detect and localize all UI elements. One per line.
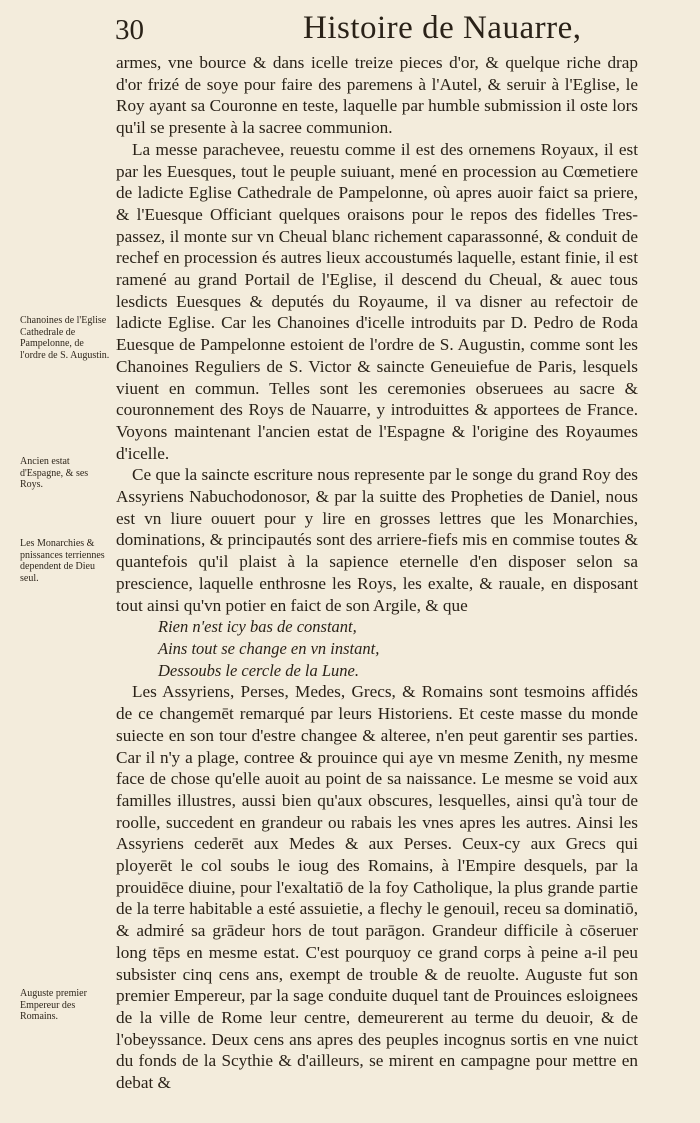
paragraph: Ce que la saincte escriture nous represente par le songe du grand Roy des Assyriens Nabuchodonosor, & par la suitte des Propheties de Daniel, nous est vn liure ouuert pour y lire en grosses lettres que les Monarchies, dominations, & principautés sont des arriere-fiefs mis en commise toutes & quantefois qu'il plaist à la sapience eternelle d'en disposer selon sa prescience, laquelle enthrosne les Roys, les exalte, & rauale, en disposant tout ainsi qu'vn potier en faict de son Argile, & que (116, 465, 638, 615)
paragraph: La messe parachevee, reuestu comme il est des ornemens Royaux, il est par les Euesques, tout le peuple suiuant, mené en procession au Cœmetiere de ladicte Eglise Cathedrale de Pampelonne, où apres auoir faict sa priere, & l'Euesque Officiant quelques oraisons pour le repos des fidelles Tres-passez, il monte sur vn Cheual blanc richement caparassonné, & conduit de rechef en procession és autres lieux accoustumés laquelle, estant finie, il est ramené au grand Portail de l'Eglise, il descend du Cheual, & auec tous lesdicts Euesques & deputés du Royaume, il va disner au refectoir de ladicte Eglise. Car les Chanoines d'icelle introduits par D. Pedro de Roda Euesque de Pampelonne estoient de l'ordre de S. Augustin, comme sont les Chanoines Reguliers de S. Victor & saincte Geneuiefue de Paris, lesquels viuent en commun. Telles sont les ceremonies obseruees au sacre & couronnement des Roys de Nauarre, y introduittes & apportees de France. Voyons maintenant l'ancien estat de l'Espagne & l'origine des Royaumes d'icelle. (116, 139, 638, 463)
margin-note: Auguste premier Empereur des Romains. (20, 988, 87, 1022)
verse-line: Dessoubs le cercle de la Lune. (158, 660, 360, 680)
paragraph: armes, vne bource & dans icelle treize pieces d'or, & quelque riche drap d'or frizé de soye pour faire des paremens à l'Autel, & seruir à l'Eglise, le Roy ayant sa Couronne en teste, laquelle par humble submission il oste lors qu'il se presente à la sacree communion. (116, 53, 638, 138)
verse-line: Ains tout se change en vn instant, (158, 638, 380, 658)
verse-quotation (158, 616, 638, 681)
margin-note: Chanoines de l'Eglise Cathedrale de Pampelonne, de l'ordre de S. Augustin. (20, 315, 110, 361)
verse-line: Rien n'est icy bas de constant, (158, 617, 357, 637)
paragraph: Les Assyriens, Perses, Medes, Grecs, & Romains sont tesmoins affidés de ce changemēt remarqué par leurs Historiens. Et ceste masse du monde suiecte en son tour d'estre changee & alteree, n'en peut garentir ses parties. Car il n'y a plage, contree & prouince qui aye vn mesme Zenith, ny mesme face de chose qu'elle auoit au point de sa naissance. Le mesme se void aux familles illustres, aussi bien qu'aux obscures, lesquelles, ainsi qu'à tour de roolle, succedent en grandeur ou rabais les vnes apres les autres. Ainsi les Assyriens cederēt aux Medes & aux Perses. Ceux-cy aux Grecs qui ployerēt le col soubs le ioug des Romains, à l'Empire desquels, par la prouidēce diuine, pour l'exaltatiō de la foy Catholique, la plus grande partie de la terre habitable a esté assuietie, a flechy le genouil, receu sa dominatiō, & admiré sa grādeur hors de tout parāgon. Grandeur difficile à cōseruer long tēps en mesme estat. C'est pourquoy ce grand corps à peine a-il peu subsister cinq cens ans, exempt de trouble & de reuolte. Auguste fut son premier Empereur, par la sage conduite duquel tant de Prouinces esloignees de la ville de Rome leur centre, demeurerent au terme du deuoir, & de l'obeyssance. Deux cens ans apres des peuples incognus sortis en vne nuict du fonds de la Scythie & d'ailleurs, se mirent en campagne pour mettre en debat & (116, 682, 638, 1093)
page-header (115, 10, 675, 50)
margin-note: Ancien estat d'Espagne, & ses Roys. (20, 456, 89, 490)
page-number: 30 (115, 14, 144, 46)
main-text-column (116, 52, 638, 1094)
running-title: Histoire de Nauarre, (303, 10, 582, 46)
margin-note: Les Monarchies & pnissances terriennes dependent de Dieu seul. (20, 538, 105, 584)
